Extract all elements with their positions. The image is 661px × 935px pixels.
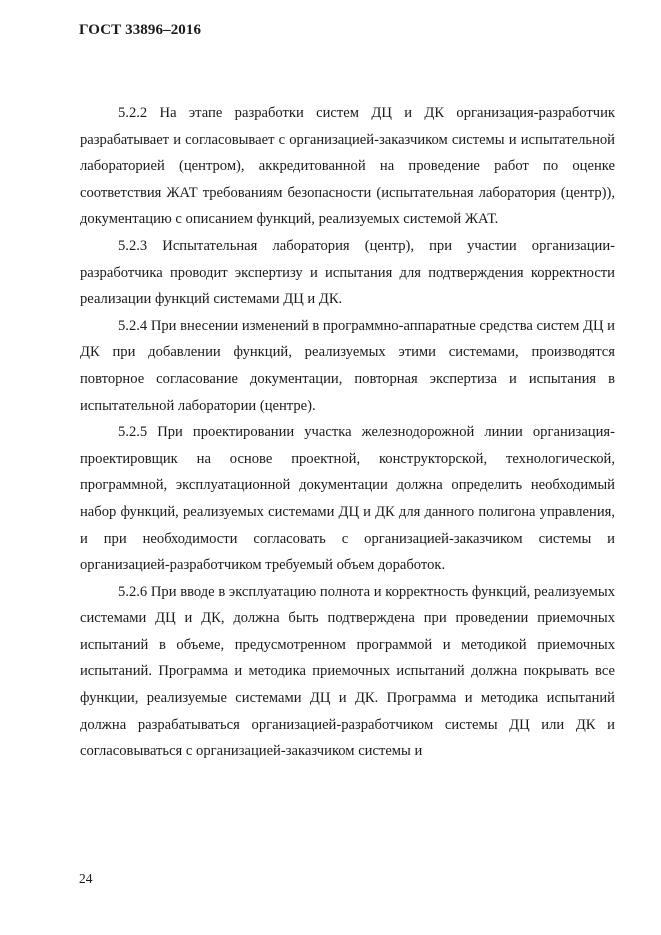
document-header: ГОСТ 33896–2016 [79,22,202,38]
paragraph-5-2-2: 5.2.2 На этапе разработки систем ДЦ и ДК организация-разработчик разрабатывает и согласовывает с организацией-заказчиком системы и испытательной лабораторией (центром), аккредитованной на проведение работ по оценке соответствия ЖАТ требованиям безопасности (испытательная лаборатория (центр)), документацию с описанием функций, реализуемых системой ЖАТ. [80,105,615,228]
paragraph-5-2-5: 5.2.5 При проектировании участка железнодорожной линии организация-проектировщик на основе проектной, конструкторской, технологической, программной, эксплуатационной документации должна определить необходимый набор функций, реализуемых системами ДЦ и ДК для данного полигона управления, и при необходимости согласовать с организацией-заказчиком системы и организацией-разработчиком требуемый объем доработок. [80,424,615,574]
paragraph-5-2-6: 5.2.6 При вводе в эксплуатацию полнота и корректность функций, реализуемых системами ДЦ и ДК, должна быть подтверждена при проведении приемочных испытаний в объеме, предусмотренном программой и методикой приемочных испытаний. Программа и методика приемочных испытаний должна покрывать все функции, реализуемые системами ДЦ и ДК. Программа и методика испытаний должна разрабатываться организацией-разработчиком системы ДЦ или ДК и согласовываться с организацией-заказчиком системы и [80,583,615,760]
paragraph-5-2-4: 5.2.4 При внесении изменений в программно-аппаратные средства систем ДЦ и ДК при добавлении функций, реализуемых этими системами, производятся повторное согласование документации, повторная экспертиза и испытания в испытательной лаборатории (центре). [80,317,615,414]
paragraph-5-2-3: 5.2.3 Испытательная лаборатория (центр), при участии организации-разработчика проводит экспертизу и испытания для подтверждения корректности реализации функций системами ДЦ и ДК. [80,237,615,308]
page-number: 24 [79,871,93,886]
document-body [80,100,615,765]
